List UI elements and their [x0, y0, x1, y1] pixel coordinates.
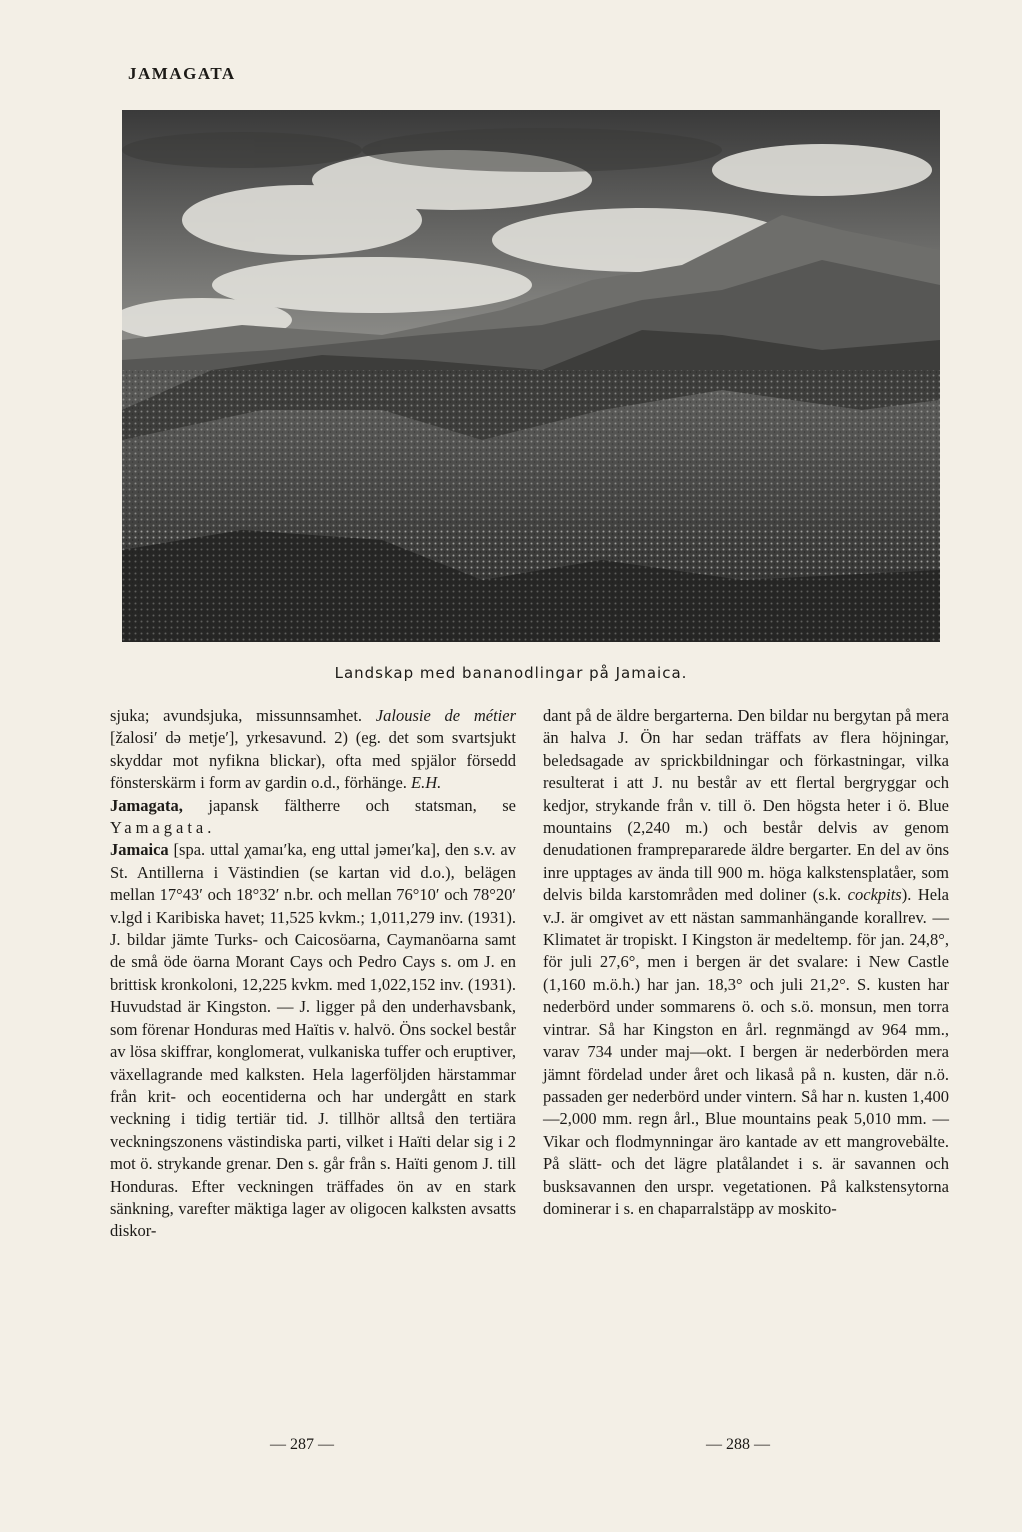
- entry-jamaica: [110, 839, 516, 1242]
- page-number-left: — 287 —: [270, 1436, 334, 1453]
- text-run: [spa. uttal χamaı′ka, eng uttal jəmeı′ka], den s.v. av St. Antillerna i Västindien (se kartan vid d.o.), belägen mellan 17°43′ och 18°32′ n.br. och mellan 76°10′ och 78°20′ v.lgd i Karibiska havet; 11,525 kvkm.; 1,011,279 inv. (1931). J. bildar jämte Turks- och Caicosöarna, Caymanöarna samt de små öde öarna Morant Cays och Pedro Cays s. om J. en brittisk kronkoloni, 12,225 kvkm. med 1,022,152 inv. (1931). Huvudstad är Kingston. — J. ligger på den underhavsbank, som förenar Honduras med Haïtis v. halvö. Öns sockel består av lösa skiffrar, konglomerat, vulkaniska tuffer och eruptiver, växellagrande med kalksten. Hela lagerföljden härstammar från krit- och eocentiderna och har undergått en stark veckning i tidig tertiär tid. J. tillhör alltså den tertiära veckningszonens västindiska parti, vilket i Haïti delar sig i 2 mot ö. strykande grenar. Den s. går från s. Haïti genom J. till Honduras. Efter veckningen träffades ön av en stark sänkning, varefter mäktiga lager av oligocen kalksten avsatts diskor-: [110, 840, 516, 1241]
- text-run: [žalosi′ də metje′], yrkesavund. 2) (eg. det som svartsjukt skyddar mot nyfikna blickar), ofta med spjälor försedd fönsterskärm i form av gardin o.d., förhänge.: [110, 728, 516, 793]
- headword-jamaica: Jamaica: [110, 840, 169, 860]
- photo-caption: Landskap med bananodlingar på Jamaica.: [334, 664, 688, 682]
- left-column: [110, 705, 516, 1243]
- landscape-photo: [122, 110, 940, 642]
- paragraph-jalousie: [110, 705, 516, 795]
- text-run: ). Hela v.J. är omgivet av ett nästan sammanhängande korallrev. — Klimatet är tropiskt. I Kingston är medeltemp. för jan. 24,8°, för juli 27,6°, men i bergen är det svalare: i New Castle (1,160 m.ö.h.) har jan. 18,3° och juli 21,2°. S. kusten har nederbörd under sommarens ö. och s.ö. monsun, men torra vintrar. Så har Kingston en årl. regnmängd av 964 mm., varav 734 under maj—okt. I bergen är nederbörden mera jämnt fördelad under året och likaså på n. kusten, där n.ö. passaden ger nederbörd under vintern. Så har n. kusten 1,400—2,000 mm. regn årl., Blue mountains peak 5,010 mm. — Vikar och flodmynningar äro kantade av ett mangrovebälte. På slätt- och det lägre platålandet i s. är savannen och busksavannen den urspr. vegetationen. På kalkstensytorna dominerar i s. en chaparralstäpp av moskito-: [543, 885, 949, 1218]
- author-signature: E.H.: [411, 773, 442, 793]
- right-column: [543, 705, 949, 1220]
- landscape-photo-illustration: [122, 110, 940, 642]
- text-run: sjuka; avundsjuka, missunnsamhet.: [110, 706, 376, 725]
- page-number-right: — 288 —: [706, 1436, 770, 1453]
- text-run: dant på de äldre bergarterna. Den bildar nu bergytan på mera än halva J. Ön har sedan träffats av flera höjningar, beledsagade av sprickbildningar och förkastningar, vilka resulterat i att J. nu består av ett flertal bergryggar och kedjor, strykande från v. till ö. Den högsta heter i ö. Blue mountains (2,240 m.) och består delvis av genom denudationen framprepararede äldre bergarter. En del av öns inre upptages av ända till 900 m. höga kalkstensplatåer, som delvis bilda karstområden med doliner (s.k.: [543, 706, 949, 905]
- cross-reference: Yamagata.: [110, 818, 216, 838]
- headword-jamagata: Jamagata,: [110, 795, 183, 815]
- italic-term: cockpits: [847, 885, 902, 905]
- italic-term: Jalousie de métier: [375, 706, 516, 725]
- entry-jamagata: [110, 795, 516, 840]
- entry-jamaica-continued: [543, 705, 949, 1220]
- running-head: JAMAGATA: [128, 64, 236, 83]
- text-run: japansk fältherre och statsman, se: [182, 795, 516, 815]
